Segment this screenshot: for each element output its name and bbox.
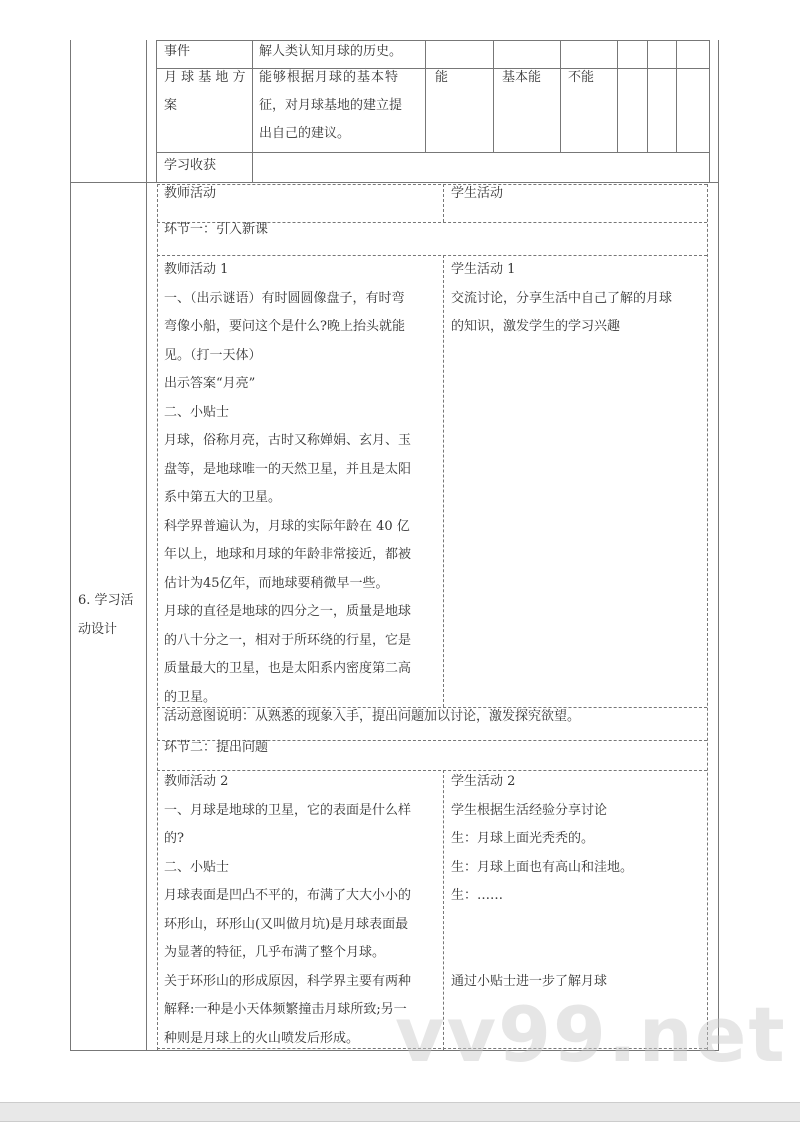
text-line: 生：月球上面光秃秃的。 xyxy=(451,831,595,846)
row-item-event: 事件 xyxy=(164,44,191,59)
text-line: 教师活动 2 xyxy=(164,774,229,789)
text-line: 月 球 基 地 方 xyxy=(164,70,246,85)
stage-1-title: 环节一：引入新课 xyxy=(164,222,269,237)
row-item-gains: 学习收获 xyxy=(164,158,217,173)
text-line: 的? xyxy=(164,831,184,846)
text-line: 二、小贴士 xyxy=(164,404,230,420)
outer-border-right xyxy=(718,40,719,1051)
row-desc-moonbase xyxy=(259,64,402,148)
teacher-activity-1 xyxy=(164,256,411,712)
text-line: 种则是月球上的火山喷发后形成。 xyxy=(164,1030,360,1046)
text-line: 学生根据生活经验分享讨论 xyxy=(451,802,608,818)
text-line: 生：…… xyxy=(451,888,504,903)
text-line: 的知识，激发学生的学习兴趣 xyxy=(451,319,621,334)
text-line: 生：月球上面也有高山和洼地。 xyxy=(451,859,634,875)
level-can: 能 xyxy=(435,70,449,85)
text-line: 交流讨论，分享生活中自己了解的月球 xyxy=(451,290,673,306)
student-activity-1 xyxy=(451,256,672,342)
page-footer-bar xyxy=(0,1102,800,1122)
text-line: 月球，俗称月亮，古时又称婵娟、玄月、玉 xyxy=(164,433,412,448)
text-line: 估计为45亿年，而地球要稍微早一些。 xyxy=(164,575,389,591)
text-line: 关于环形山的形成原因，科学界主要有两种 xyxy=(164,973,412,989)
text-line: 科学界普遍认为，月球的实际年龄在 40 亿 xyxy=(164,518,410,534)
text-line: 案 xyxy=(164,98,178,113)
row-item-moonbase xyxy=(164,64,246,120)
text-line: 能够根据月球的基本特 xyxy=(259,70,400,85)
label-column-divider xyxy=(146,40,147,1051)
text-line: 出自己的建议。 xyxy=(259,126,351,141)
text-line: 一、月球是地球的卫星，它的表面是什么样 xyxy=(164,802,412,818)
text-line: 学生活动 1 xyxy=(451,262,516,277)
text-line: 年以上，地球和月球的年龄非常接近，都被 xyxy=(164,547,412,562)
text-line xyxy=(451,939,633,968)
level-basic: 基本能 xyxy=(502,70,542,85)
teacher-activity-header: 教师活动 xyxy=(164,186,217,201)
text-line: 通过小贴士进一步了解月球 xyxy=(451,973,608,989)
text-line xyxy=(451,911,633,940)
text-line: 解释:一种是小天体频繁撞击月球所致;另一 xyxy=(164,1002,407,1017)
student-activity-header: 学生活动 xyxy=(451,186,504,201)
section-label xyxy=(78,587,134,644)
text-line: 动设计 xyxy=(78,621,118,637)
outer-border-left xyxy=(70,40,71,1051)
text-line: 6. 学习活 xyxy=(78,593,134,608)
text-line: 环形山，环形山(又叫做月坑)是月球表面最 xyxy=(164,916,409,932)
level-cannot: 不能 xyxy=(568,70,595,85)
stage-2-title: 环节二：提出问题 xyxy=(164,740,269,755)
text-line: 月球的直径是地球的四分之一，质量是地球 xyxy=(164,604,412,619)
text-line: 教师活动 1 xyxy=(164,262,229,277)
text-line: 弯像小船，要问这个是什么?晚上抬头就能 xyxy=(164,319,405,334)
text-line: 一、（出示谜语）有时圆圆像盘子，有时弯 xyxy=(164,290,405,306)
student-activity-2 xyxy=(451,768,633,996)
text-line: 质量最大的卫星，也是太阳系内密度第二高 xyxy=(164,661,412,676)
text-line: 见。（打一天体） xyxy=(164,347,262,363)
watermark: vv99.net xyxy=(395,990,787,1079)
text-line: 二、小贴士 xyxy=(164,859,230,875)
row-desc-event: 解人类认知月球的历史。 xyxy=(259,44,403,59)
text-line: 征，对月球基地的建立提 xyxy=(259,98,403,113)
text-line: 出示答案“月亮” xyxy=(164,376,256,391)
text-line: 的卫星。 xyxy=(164,689,217,705)
text-line: 学生活动 2 xyxy=(451,774,516,789)
text-line: 系中第五大的卫星。 xyxy=(164,490,282,505)
text-line: 月球表面是凹凸不平的，布满了大大小小的 xyxy=(164,888,412,903)
activity-intent: 活动意图说明：从熟悉的现象入手，提出问题加以讨论，激发探究欲望。 xyxy=(164,709,581,724)
teacher-activity-2 xyxy=(164,768,411,1053)
text-line: 盘等，是地球唯一的天然卫星，并且是太阳 xyxy=(164,461,412,477)
text-line: 为显著的特征，几乎布满了整个月球。 xyxy=(164,945,386,960)
text-line: 的八十分之一，相对于所环绕的行星，它是 xyxy=(164,632,412,648)
